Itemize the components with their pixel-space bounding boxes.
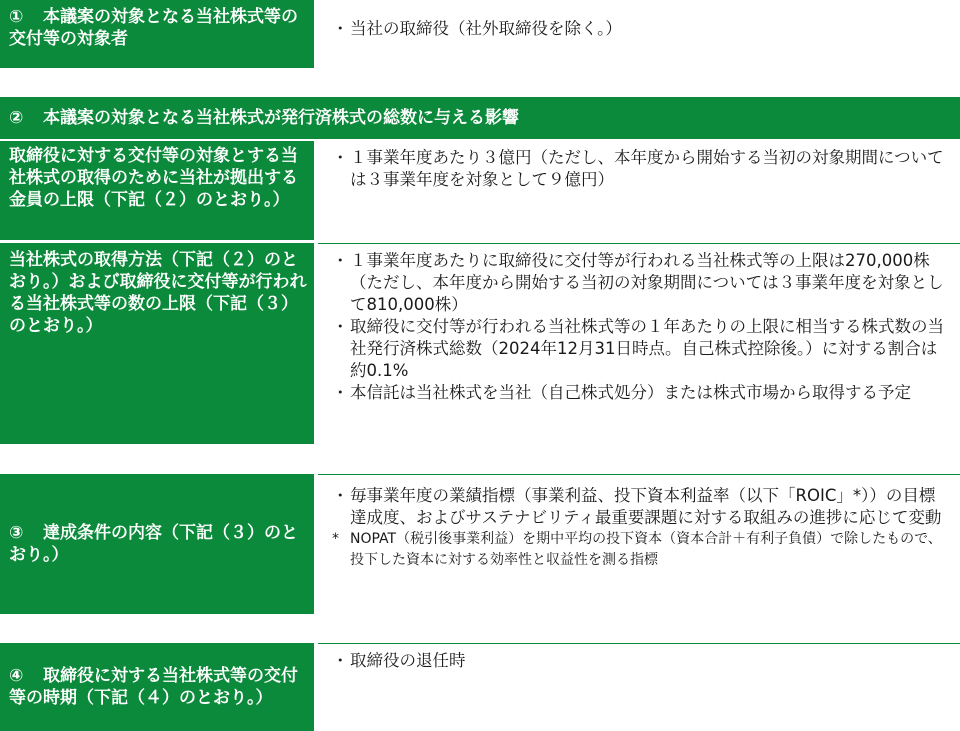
section-1-row bbox=[0, 0, 960, 68]
bullet-mark: ・ bbox=[332, 19, 349, 38]
bullet-item bbox=[332, 650, 950, 672]
bullet-item bbox=[332, 250, 950, 316]
section-4-label bbox=[0, 643, 314, 731]
bullet-mark: ・ bbox=[332, 383, 349, 402]
section-3-label-text: 達成条件の内容（下記（３）のとおり。） bbox=[9, 523, 298, 565]
section-4-number: ④ bbox=[9, 666, 24, 686]
bullet-item bbox=[332, 18, 950, 40]
section-3-label bbox=[0, 474, 314, 614]
section-4-label-text: 取締役に対する当社株式等の交付等の時期（下記（４）のとおり。） bbox=[9, 666, 298, 708]
section-3-row bbox=[0, 474, 960, 614]
section-4-row bbox=[0, 643, 960, 731]
bullet-mark: ・ bbox=[332, 317, 349, 336]
section-2-row-1-label bbox=[0, 141, 314, 240]
section-2-number: ② bbox=[9, 108, 24, 128]
section-3-number: ③ bbox=[9, 523, 24, 543]
bullet-text: 取締役に交付等が行われる当社株式等の１年あたりの上限に相当する株式数の当社発行済株式総数（2024年12月31日時点。自己株式控除後。）に対する割合は約0.1% bbox=[350, 317, 944, 380]
section-2-title-bar bbox=[0, 97, 960, 139]
section-2-row-1-value bbox=[318, 141, 960, 240]
section-3-value bbox=[318, 474, 960, 614]
section-4-value bbox=[318, 643, 960, 731]
bullet-item bbox=[332, 485, 950, 529]
bullet-item bbox=[332, 316, 950, 382]
section-2-row-1 bbox=[0, 141, 960, 240]
section-1-label-text: 本議案の対象となる当社株式等の交付等の対象者 bbox=[9, 7, 298, 49]
bullet-mark: ・ bbox=[332, 148, 349, 167]
section-1-value bbox=[318, 0, 960, 68]
section-1-number: ① bbox=[9, 7, 24, 27]
bullet-text: １事業年度あたりに取締役に交付等が行われる当社株式等の上限は270,000株（ただし、本年度から開始する当初の対象期間については３事業年度を対象として810,000株） bbox=[350, 251, 944, 314]
bullet-text: １事業年度あたり３億円（ただし、本年度から開始する当初の対象期間については３事業年度を対象として９億円） bbox=[350, 148, 944, 189]
section-2-row-2 bbox=[0, 243, 960, 444]
section-1-label bbox=[0, 0, 314, 68]
bullet-text: 取締役の退任時 bbox=[350, 651, 466, 670]
bullet-mark: ・ bbox=[332, 651, 349, 670]
bullet-text: 当社の取締役（社外取締役を除く。） bbox=[350, 19, 622, 38]
bullet-text: 本信託は当社株式を当社（自己株式処分）または株式市場から取得する予定 bbox=[350, 383, 911, 402]
bullet-text: 毎事業年度の業績指標（事業利益、投下資本利益率（以下「ROIC」*））の目標達成度、およびサステナビリティ最重要課題に対する取組みの進捗に応じて変動 bbox=[350, 486, 942, 527]
footnote-mark: * bbox=[332, 531, 339, 547]
section-2-row-2-label bbox=[0, 243, 314, 444]
section-2-row-2-label-text: 当社株式の取得方法（下記（２）のとおり。）および取締役に交付等が行われる当社株式等の数の上限（下記（３）のとおり。） bbox=[9, 250, 307, 336]
bullet-item bbox=[332, 382, 950, 404]
bullet-mark: ・ bbox=[332, 251, 349, 270]
section-2-row-1-label-text: 取締役に対する交付等の対象とする当社株式の取得のために当社が拠出する金員の上限（下記（２）のとおり。） bbox=[9, 146, 298, 210]
section-2-row-2-value bbox=[318, 243, 960, 444]
section-2-title: 本議案の対象となる当社株式が発行済株式の総数に与える影響 bbox=[43, 108, 519, 128]
bullet-item bbox=[332, 147, 950, 191]
footnote bbox=[332, 529, 950, 571]
bullet-mark: ・ bbox=[332, 486, 349, 505]
footnote-text: NOPAT（税引後事業利益）を期中平均の投下資本（資本合計＋有利子負債）で除したもので、投下した資本に対する効率性と収益性を測る指標 bbox=[350, 531, 942, 568]
